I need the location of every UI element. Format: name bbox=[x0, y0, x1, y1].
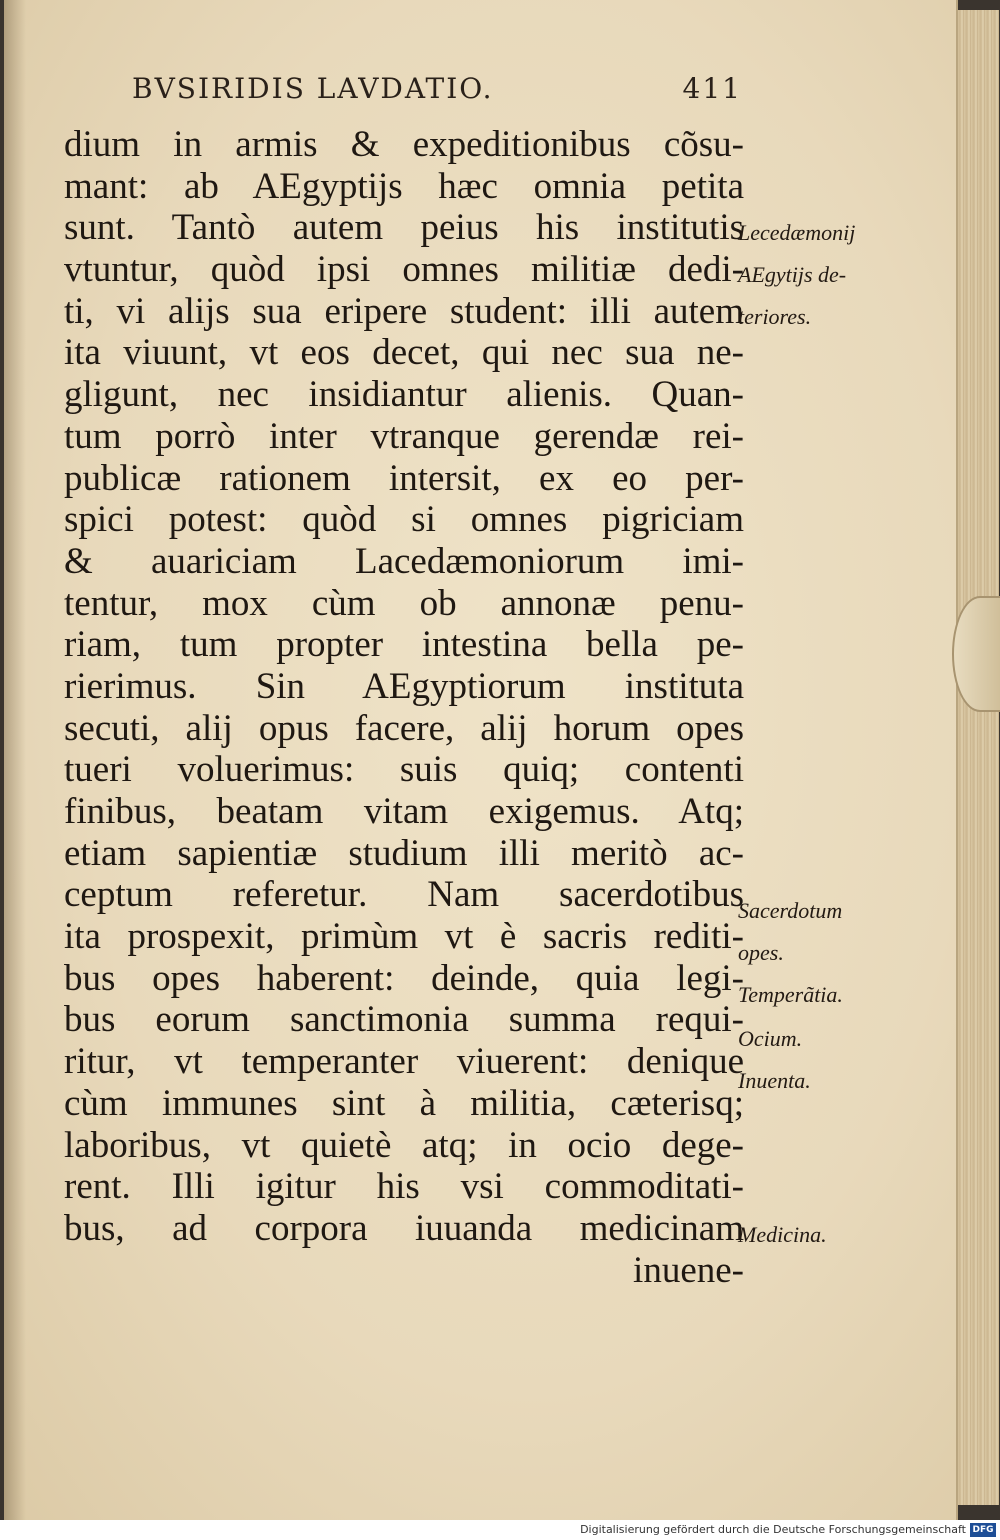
text-line: spici potest: quòd si omnes pigriciam bbox=[64, 499, 744, 541]
text-line: vtuntur, quòd ipsi omnes militiæ dedi- bbox=[64, 249, 744, 291]
text-line: tum porrò inter vtranque gerendæ rei- bbox=[64, 415, 744, 457]
marginal-note: teriores. bbox=[738, 304, 812, 329]
running-title: BVSIRIDIS LAVDATIO. bbox=[132, 72, 494, 105]
text-line: tueri voluerimus: suis quiq; contenti bbox=[64, 749, 744, 791]
text-line: gligunt, nec insidiantur alienis. Quan- bbox=[64, 374, 744, 416]
gutter-shadow bbox=[4, 0, 26, 1520]
main-text-block bbox=[64, 124, 744, 1291]
text-line: ti, vi alijs sua eripere student: illi autem bbox=[64, 290, 744, 332]
text-line: laboribus, vt quietè atq; in ocio dege- bbox=[64, 1124, 744, 1166]
text-line: bus opes haberent: deinde, quia legi- bbox=[64, 957, 744, 999]
marginal-note: Temperãtia. bbox=[738, 982, 843, 1007]
text-line: ita prospexit, primùm vt è sacris rediti- bbox=[64, 916, 744, 958]
text-line: bus, ad corpora iuuanda medicinam bbox=[64, 1207, 744, 1249]
marginal-note: Sacerdotum bbox=[738, 898, 843, 923]
marginal-note: AEgytijs de- bbox=[738, 262, 847, 287]
text-line: ita viuunt, vt eos decet, qui nec sua ne- bbox=[64, 332, 744, 374]
marginal-note: Inuenta. bbox=[738, 1068, 811, 1093]
text-line: ritur, vt temperanter viuerent: denique bbox=[64, 1041, 744, 1083]
marginal-note: Ocium. bbox=[738, 1026, 803, 1051]
marginal-note: Lecedæmonij bbox=[738, 220, 856, 245]
text-line: bus eorum sanctimonia summa requi- bbox=[64, 999, 744, 1041]
marginal-note: Medicina. bbox=[738, 1222, 827, 1247]
running-header bbox=[132, 72, 742, 108]
text-line: finibus, beatam vitam exigemus. Atq; bbox=[64, 791, 744, 832]
text-line: & auariciam Lacedæmoniorum imi- bbox=[64, 540, 744, 582]
text-line: rierimus. Sin AEgyptiorum instituta bbox=[64, 665, 744, 707]
text-line: rent. Illi igitur his vsi commoditati- bbox=[64, 1166, 744, 1208]
text-line: publicæ rationem intersit, ex eo per- bbox=[64, 457, 744, 499]
dfg-logo-icon: DFG bbox=[970, 1523, 996, 1537]
marginal-note: opes. bbox=[738, 940, 784, 965]
text-line: cùm immunes sint à militia, cæterisq; bbox=[64, 1082, 744, 1124]
text-line: ceptum referetur. Nam sacerdotibus bbox=[64, 874, 744, 916]
funding-notice: Digitalisierung gefördert durch die Deutsche Forschungsgemeinschaft bbox=[580, 1523, 966, 1536]
text-line: secuti, alij opus facere, alij horum opes bbox=[64, 707, 744, 749]
text-line: etiam sapientiæ studium illi meritò ac- bbox=[64, 832, 744, 874]
text-line: mant: ab AEgyptijs hæc omnia petita bbox=[64, 165, 744, 207]
book-clasp bbox=[952, 596, 1000, 712]
text-line: sunt. Tantò autem peius his institutis bbox=[64, 207, 744, 249]
page-edges bbox=[956, 10, 999, 1505]
page-number: 411 bbox=[682, 72, 742, 105]
text-line: tentur, mox cùm ob annonæ penu- bbox=[64, 582, 744, 624]
digitization-footer bbox=[0, 1520, 1000, 1540]
catchword: inuene- bbox=[633, 1249, 744, 1291]
text-line: dium in armis & expeditionibus cõsu- bbox=[64, 124, 744, 165]
text-line: riam, tum propter intestina bella pe- bbox=[64, 624, 744, 666]
